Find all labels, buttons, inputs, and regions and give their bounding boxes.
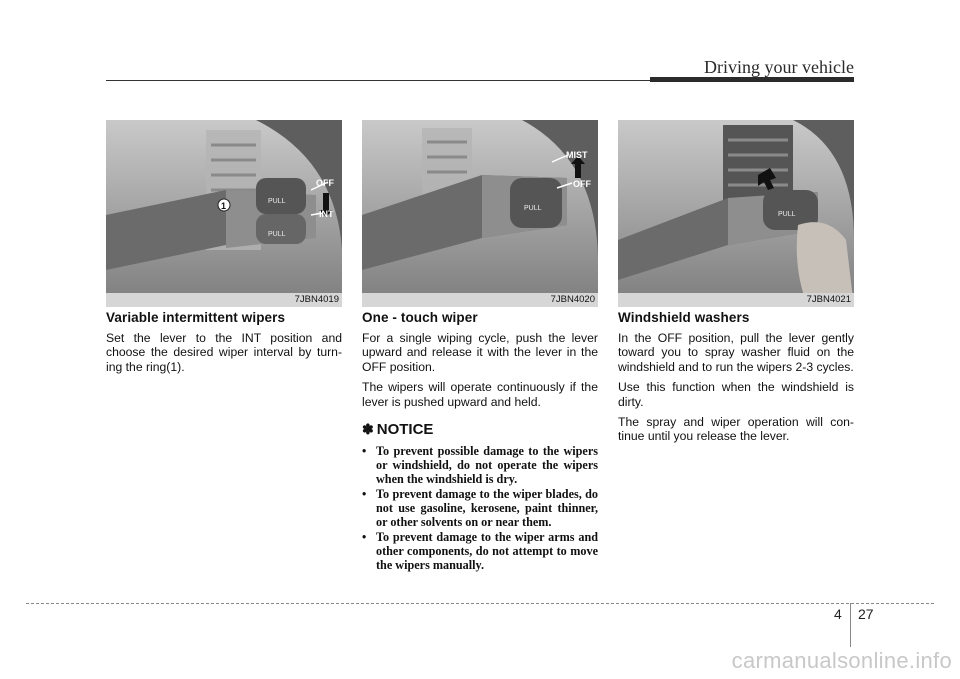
image-code: 7JBN4019 <box>294 294 339 305</box>
image-code: 7JBN4021 <box>806 294 851 305</box>
section-one-touch <box>362 310 598 573</box>
section-paragraph: Set the lever to the INT position and choose the desired wiper interval by turn-ing the ring(1). <box>106 331 342 374</box>
section-paragraph: The spray and wiper operation will con-tinue until you release the lever. <box>618 415 854 444</box>
section-heading: Windshield washers <box>618 310 750 325</box>
chapter-title: Driving your vehicle <box>704 57 854 77</box>
wiper-lever-illustration <box>362 120 598 307</box>
notice-item: • To prevent damage to the wiper arms and other components, do not attempt to move the wipers manually. <box>362 530 598 573</box>
svg-text:PULL: PULL <box>268 198 286 205</box>
section-windshield-washers <box>618 310 854 450</box>
lever-label-off: OFF <box>316 178 334 188</box>
svg-text:PULL: PULL <box>778 211 796 218</box>
photo-one-touch <box>362 120 598 307</box>
lever-knob-bottom <box>256 214 306 244</box>
svg-text:PULL: PULL <box>524 205 542 212</box>
notice-heading: ✽ NOTICE <box>362 421 434 439</box>
lever-label-mist: MIST <box>566 150 588 160</box>
image-code: 7JBN4020 <box>550 294 595 305</box>
lever-label-off: OFF <box>573 179 591 189</box>
lever-knob <box>510 178 562 228</box>
photo-variable-intermittent <box>106 120 342 307</box>
photo-windshield-washers <box>618 120 854 307</box>
notice-star-icon: ✽ <box>362 421 374 438</box>
section-paragraph: For a single wiping cycle, push the lever upward and release it with the lever in the OFF position. <box>362 331 598 374</box>
lever-knob-top <box>256 178 306 214</box>
notice-item: • To prevent damage to the wiper blades, do not use gasoline, kerosene, paint thinner, or other solvents on or near them. <box>362 487 598 530</box>
section-variable-intermittent <box>106 310 342 380</box>
section-heading: Variable intermittent wipers <box>106 310 286 325</box>
section-paragraph: The wipers will operate continuously if the lever is pushed upward and held. <box>362 380 598 409</box>
chapter-number: 4 <box>834 606 842 622</box>
header-rule-accent <box>650 77 854 82</box>
svg-text:PULL: PULL <box>268 231 286 238</box>
header-rule <box>106 80 650 81</box>
lever-label-int: INT <box>319 209 334 219</box>
ring-label: 1 <box>221 201 227 211</box>
watermark: carmanualsonline.info <box>731 648 952 673</box>
page-number: 27 <box>858 606 874 622</box>
page-number-separator <box>850 603 851 647</box>
wiper-lever-illustration <box>106 120 342 307</box>
footer-rule <box>26 603 934 604</box>
section-heading: One - touch wiper <box>362 310 478 325</box>
notice-item: • To prevent possible damage to the wipers or windshield, do not operate the wipers when the windshield is dry. <box>362 444 598 487</box>
wiper-lever-illustration <box>618 120 854 307</box>
section-paragraph: In the OFF position, pull the lever gently toward you to spray washer fluid on the windshield and to run the wipers 2-3 cycles. <box>618 331 854 374</box>
section-paragraph: Use this function when the windshield is dirty. <box>618 380 854 409</box>
notice-list <box>362 444 598 572</box>
